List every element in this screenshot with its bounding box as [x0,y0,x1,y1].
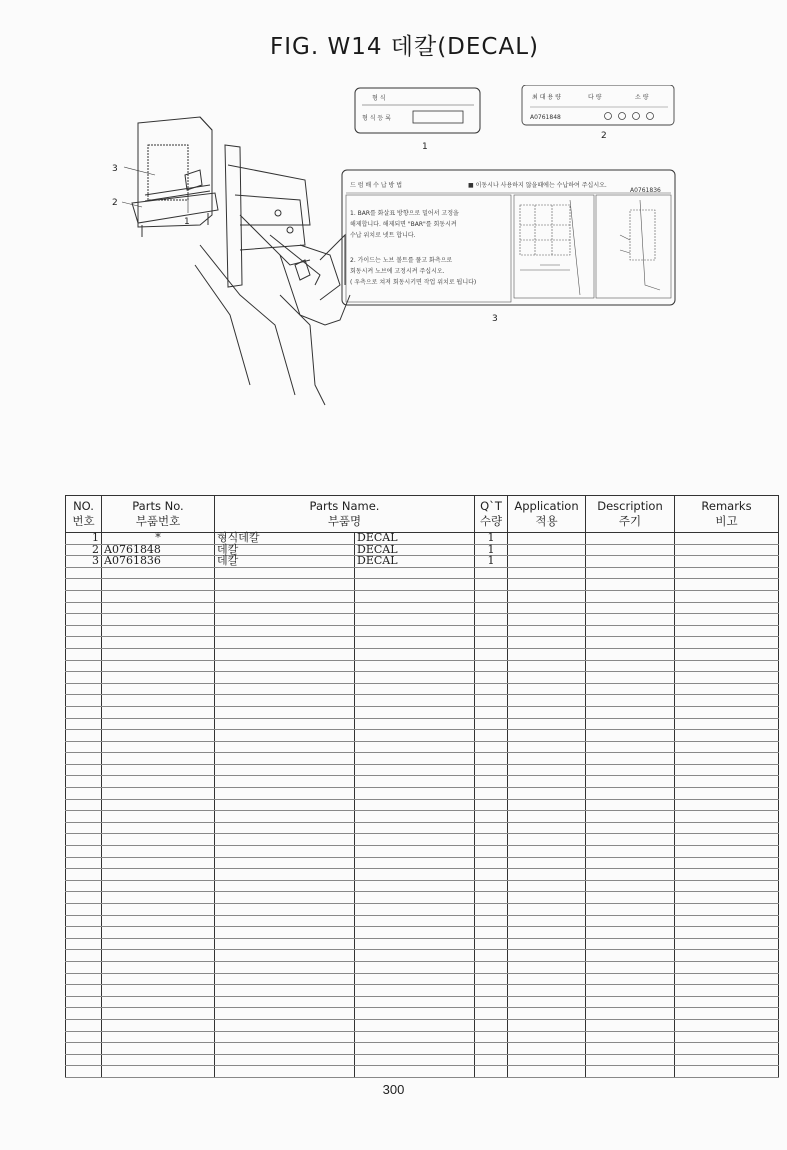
cell-no: 3 [66,556,102,568]
table-row-empty [66,996,779,1008]
decal2-label-2: 다 량 [588,94,602,101]
table-row-empty [66,846,779,858]
header-no: NO. 번호 [66,496,102,533]
cell-name-ko: 데칼 [215,544,355,556]
table-row-empty [66,706,779,718]
table-row-empty [66,869,779,881]
table-row-empty [66,1019,779,1031]
table-row-empty [66,683,779,695]
decal2-label-3: 소 량 [635,94,649,101]
table-row-empty [66,961,779,973]
table-row-empty [66,1054,779,1066]
cell-name-ko: 형식데칼 [215,533,355,545]
decal-2 [522,85,674,141]
table-row-empty [66,764,779,776]
parts-diagram [100,85,700,415]
cell-name-en: DECAL [355,533,475,545]
table-row-empty [66,915,779,927]
decal3-step1-a: 1. BAR를 화살표 방향으로 밀어서 고정을 [350,210,459,217]
table-row-empty [66,1008,779,1020]
table-row-empty [66,880,779,892]
table-row-empty [66,567,779,579]
table-row-empty [66,718,779,730]
cell-no: 1 [66,533,102,545]
table-row [66,544,779,556]
decal2-label-1: 최 대 용 량 [532,94,561,101]
decal3-notice: ■ 이동시나 사용하지 않을때에는 수납하여 주십시오. [468,182,607,189]
decal3-caption: 3 [492,314,498,324]
table-row-empty [66,1043,779,1055]
table-row-empty [66,579,779,591]
table-row-empty [66,695,779,707]
table-row-empty [66,660,779,672]
decal3-step1-b: 해제합니다. 해제되면 "BAR"를 회동시켜 [350,221,457,228]
header-description: Description 주기 [586,496,675,533]
callout-2: 2 [112,198,118,208]
table-row-empty [66,857,779,869]
table-row-empty [66,776,779,788]
decal-3 [342,170,675,324]
decal1-caption: 1 [422,142,428,152]
table-row-empty [66,625,779,637]
table-body [66,533,779,1078]
decal2-caption: 2 [601,131,607,141]
table-row-empty [66,973,779,985]
decal3-step2-a: 2. 가이드는 노브 볼트를 풀고 화측으로 [350,257,453,264]
table-row-empty [66,730,779,742]
cell-part-no: A0761836 [102,556,215,568]
table-row-empty [66,1066,779,1078]
figure-title: FIG. W14 데칼(DECAL) [270,34,540,60]
table-row-empty [66,788,779,800]
table-row-empty [66,822,779,834]
machine-illustration [132,117,350,405]
table-row-empty [66,672,779,684]
cell-qty: 1 [475,556,508,568]
table-row-empty [66,811,779,823]
table-row-empty [66,799,779,811]
table-row [66,556,779,568]
decal-1 [355,88,480,152]
header-part-name: Parts Name. 부품명 [215,496,475,533]
cell-part-no: * [102,533,215,545]
table-row [66,533,779,545]
table-row-empty [66,904,779,916]
table-row-empty [66,648,779,660]
header-remarks: Remarks 비고 [675,496,779,533]
table-row-empty [66,938,779,950]
decal3-step2-c: ( 우측으로 쳐져 회동시키면 작업 위치로 됩니다) [350,279,477,286]
table-row-empty [66,927,779,939]
decal3-code: A0761836 [630,187,661,194]
cell-part-no: A0761848 [102,544,215,556]
decal3-step2-b: 회동시켜 노브에 고정시켜 주십시오. [350,268,445,275]
page-number: 300 [382,1082,405,1097]
header-qty: Q`T 수량 [475,496,508,533]
table-header-row [66,496,779,533]
decal3-title: 드 럼 배 수 납 방 법 [350,182,403,189]
cell-qty: 1 [475,533,508,545]
parts-table-container [65,495,778,1081]
table-row-empty [66,753,779,765]
header-application: Application 적용 [508,496,586,533]
table-row-empty [66,985,779,997]
parts-table [65,495,779,1078]
table-row-empty [66,602,779,614]
table-row-empty [66,1031,779,1043]
decal3-step1-c: 수납 위치로 넷트 합니다. [350,232,416,239]
table-row-empty [66,892,779,904]
cell-name-en: DECAL [355,544,475,556]
cell-no: 2 [66,544,102,556]
table-row-empty [66,741,779,753]
cell-qty: 1 [475,544,508,556]
decal1-line2: 형 식 등 록 [362,115,391,122]
callout-3: 3 [112,164,118,174]
table-row-empty [66,637,779,649]
cell-name-ko: 데칼 [215,556,355,568]
table-row-empty [66,614,779,626]
decal1-line1: 형 식 [372,95,386,102]
header-part-no: Parts No. 부품번호 [102,496,215,533]
table-row-empty [66,834,779,846]
table-row-empty [66,590,779,602]
callout-1: 1 [184,217,190,227]
decal2-code: A0761848 [530,114,561,121]
cell-name-en: DECAL [355,556,475,568]
table-row-empty [66,950,779,962]
